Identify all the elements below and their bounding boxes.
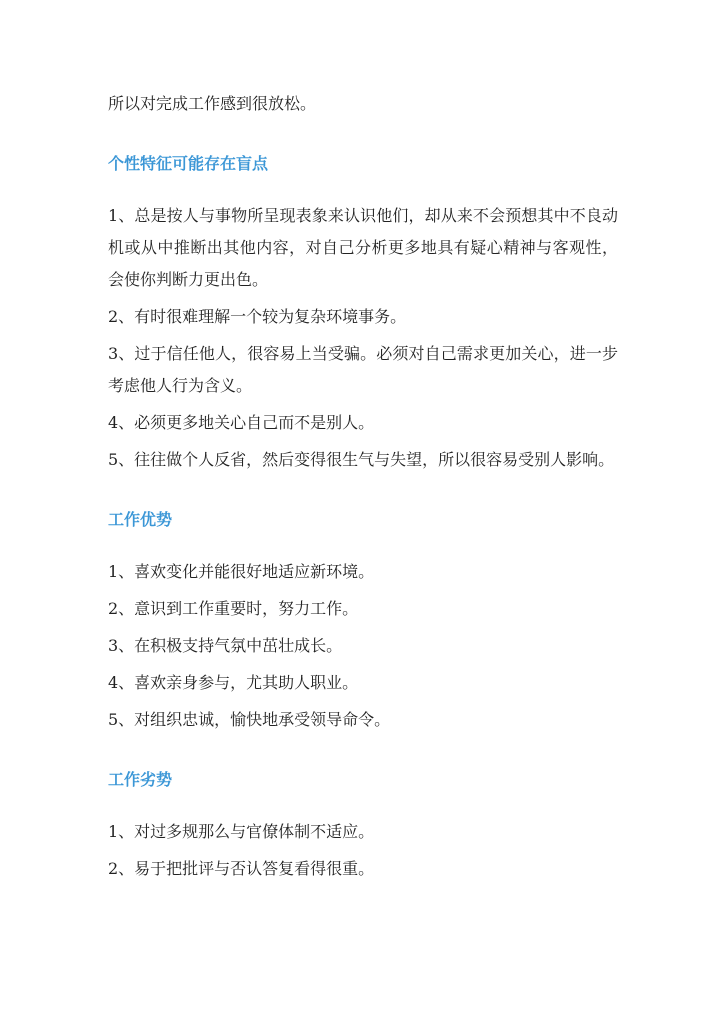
list-item: 5、往往做个人反省，然后变得很生气与失望，所以很容易受别人影响。 [108,450,615,469]
list-item: 1、对过多规那么与官僚体制不适应。 [108,822,375,841]
intro-paragraph: 所以对完成工作感到很放松。 [108,94,317,113]
section-heading-work-strengths: 工作优势 [108,510,173,529]
blind-spots-list [108,200,618,476]
list-item: 5、对组织忠诚，愉快地承受领导命令。 [108,710,391,729]
work-strengths-list [108,556,618,736]
section-heading-blind-spots: 个性特征可能存在盲点 [108,154,269,173]
list-item: 4、必须更多地关心自己而不是别人。 [108,413,375,432]
list-item: 2、意识到工作重要时，努力工作。 [108,599,359,618]
list-item: 2、有时很难理解一个较为复杂环境事务。 [108,307,407,326]
work-weaknesses-list [108,816,618,885]
list-item: 3、过于信任他人，很容易上当受骗。必须对自己需求更加关心，进一步考虑他人行为含义。 [108,344,618,395]
list-item: 4、喜欢亲身参与，尤其助人职业。 [108,673,359,692]
list-item: 1、喜欢变化并能很好地适应新环境。 [108,562,375,581]
list-item: 2、易于把批评与否认答复看得很重。 [108,859,375,878]
section-heading-work-weaknesses: 工作劣势 [108,770,173,789]
document-body [108,88,618,885]
list-item: 3、在积极支持气氛中茁壮成长。 [108,636,343,655]
list-item: 1、总是按人与事物所呈现表象来认识他们，却从来不会预想其中不良动机或从中推断出其他内容，对自己分析更多地具有疑心精神与客观性，会使你判断力更出色。 [108,206,618,289]
